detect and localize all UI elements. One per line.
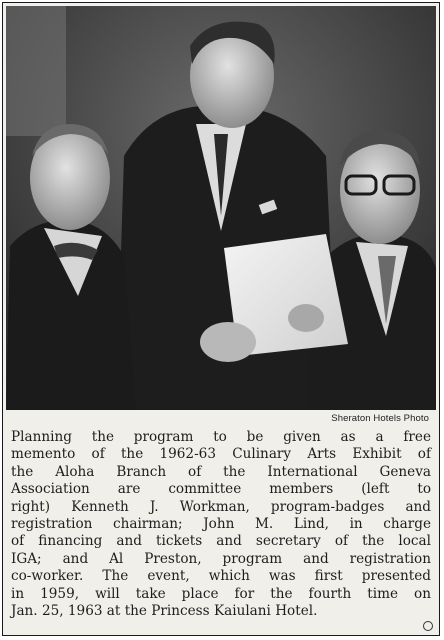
news-photo [6, 6, 436, 410]
photo-caption [11, 429, 431, 620]
caption-line: memento of the 1962-63 Culinary Arts Exhibit of [11, 446, 431, 463]
photo-credit: Sheraton Hotels Photo [331, 413, 429, 424]
caption-line: Planning the program to be given as a free [11, 429, 431, 445]
caption-line: co-worker. The event, which was first presented [11, 568, 431, 585]
caption-line: in 1959, will take place for the fourth time on [11, 585, 431, 602]
circle-mark-icon [423, 621, 433, 631]
caption-line: IGA; and Al Preston, program and registration [11, 550, 431, 567]
caption-line: Association are committee members (left to [11, 481, 431, 498]
caption-line: the Aloha Branch of the International Geneva [11, 463, 431, 480]
newspaper-clipping [2, 2, 440, 636]
caption-line: registration chairman; John M. Lind, in charge [11, 516, 431, 533]
caption-line: Jan. 25, 1963 at the Princess Kaiulani Hotel. [11, 603, 318, 620]
caption-line: right) Kenneth J. Workman, program-badges and [11, 498, 431, 515]
photo-illustration [6, 6, 436, 410]
caption-line: of financing and tickets and secretary of the local [11, 533, 431, 550]
